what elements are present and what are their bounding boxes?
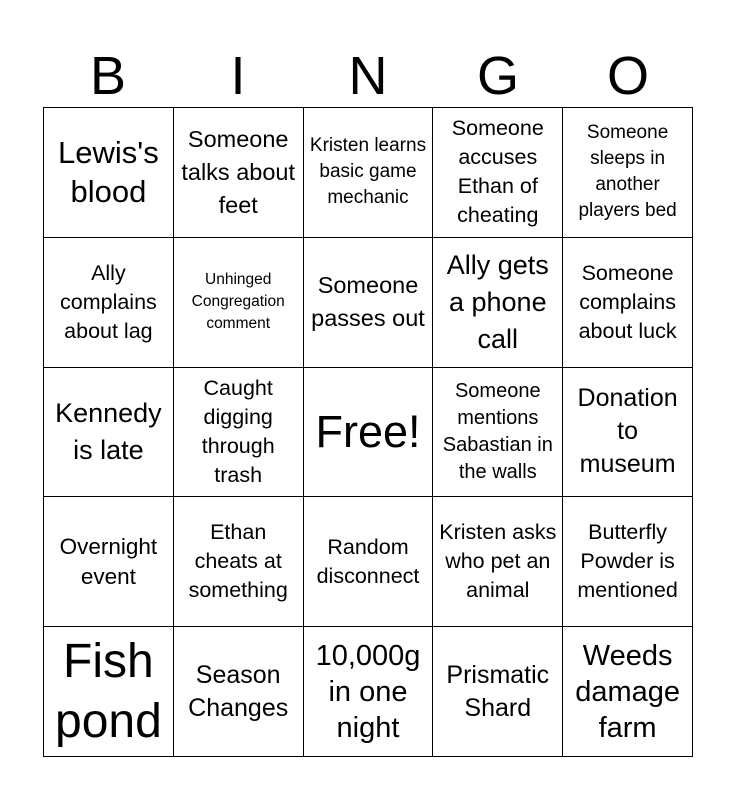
bingo-cell-r4c5[interactable] <box>563 497 693 627</box>
cell-text: Season Changes <box>188 660 289 722</box>
cell-text: Kristen asks who pet an animal <box>439 520 557 603</box>
free-space-text: Free! <box>315 405 421 457</box>
bingo-cell-r2c3[interactable] <box>304 238 434 368</box>
bingo-cell-r1c2[interactable] <box>174 108 304 238</box>
bingo-cell-r1c5[interactable] <box>563 108 693 238</box>
bingo-cell-r4c4[interactable] <box>433 497 563 627</box>
bingo-cell-r2c5[interactable] <box>563 238 693 368</box>
header-letter-g: G <box>476 46 519 106</box>
bingo-cell-r5c1[interactable] <box>44 627 174 757</box>
cell-text: Ethan cheats at something <box>188 520 288 603</box>
cell-text: Someone complains about luck <box>578 260 677 343</box>
cell-text: Someone accuses Ethan of cheating <box>451 116 544 228</box>
bingo-cell-r1c3[interactable] <box>304 108 434 238</box>
cell-text: Ally complains about lag <box>60 260 157 343</box>
bingo-cell-r4c1[interactable] <box>44 497 174 627</box>
bingo-cell-r5c4[interactable] <box>433 627 563 757</box>
cell-text: Ally gets a phone call <box>446 249 549 354</box>
bingo-card-grid <box>43 107 693 757</box>
cell-text: Prismatic Shard <box>446 660 550 722</box>
bingo-header <box>43 44 693 108</box>
cell-text: 10,000g in one night <box>315 639 421 744</box>
cell-text: Someone mentions Sabastian in the walls <box>442 379 553 483</box>
cell-text: Caught digging through trash <box>201 375 275 487</box>
cell-text: Lewis's blood <box>58 135 159 210</box>
cell-text: Someone talks about feet <box>181 125 296 218</box>
cell-text: Random disconnect <box>316 534 420 588</box>
bingo-cell-r3c2[interactable] <box>174 368 304 498</box>
bingo-cell-r4c3[interactable] <box>304 497 434 627</box>
cell-text: Fish pond <box>55 634 162 748</box>
header-letter-o: O <box>606 46 649 106</box>
bingo-cell-r1c1[interactable] <box>44 108 174 238</box>
bingo-cell-r4c2[interactable] <box>174 497 304 627</box>
bingo-cell-r3c1[interactable] <box>44 368 174 498</box>
cell-text: Butterfly Powder is mentioned <box>577 520 678 603</box>
cell-text: Someone passes out <box>311 272 425 332</box>
cell-text: Kennedy is late <box>55 397 162 465</box>
bingo-cell-r5c3[interactable] <box>304 627 434 757</box>
bingo-cell-r1c4[interactable] <box>433 108 563 238</box>
bingo-cell-r5c5[interactable] <box>563 627 693 757</box>
cell-text: Donation to museum <box>577 384 678 479</box>
cell-text: Kristen learns basic game mechanic <box>309 135 427 209</box>
bingo-cell-r3c5[interactable] <box>563 368 693 498</box>
bingo-cell-r3c3-free[interactable] <box>304 368 434 498</box>
bingo-cell-r3c4[interactable] <box>433 368 563 498</box>
cell-text: Someone sleeps in another players bed <box>578 122 677 222</box>
bingo-cell-r2c1[interactable] <box>44 238 174 368</box>
header-letter-i: I <box>230 46 246 106</box>
bingo-cell-r2c4[interactable] <box>433 238 563 368</box>
bingo-cell-r2c2[interactable] <box>174 238 304 368</box>
cell-text: Weeds damage farm <box>575 639 680 744</box>
header-letter-n: N <box>348 46 388 106</box>
header-letter-b: B <box>89 46 127 106</box>
cell-text: Unhinged Congregation comment <box>191 271 285 333</box>
bingo-cell-r5c2[interactable] <box>174 627 304 757</box>
cell-text: Overnight event <box>59 533 158 589</box>
